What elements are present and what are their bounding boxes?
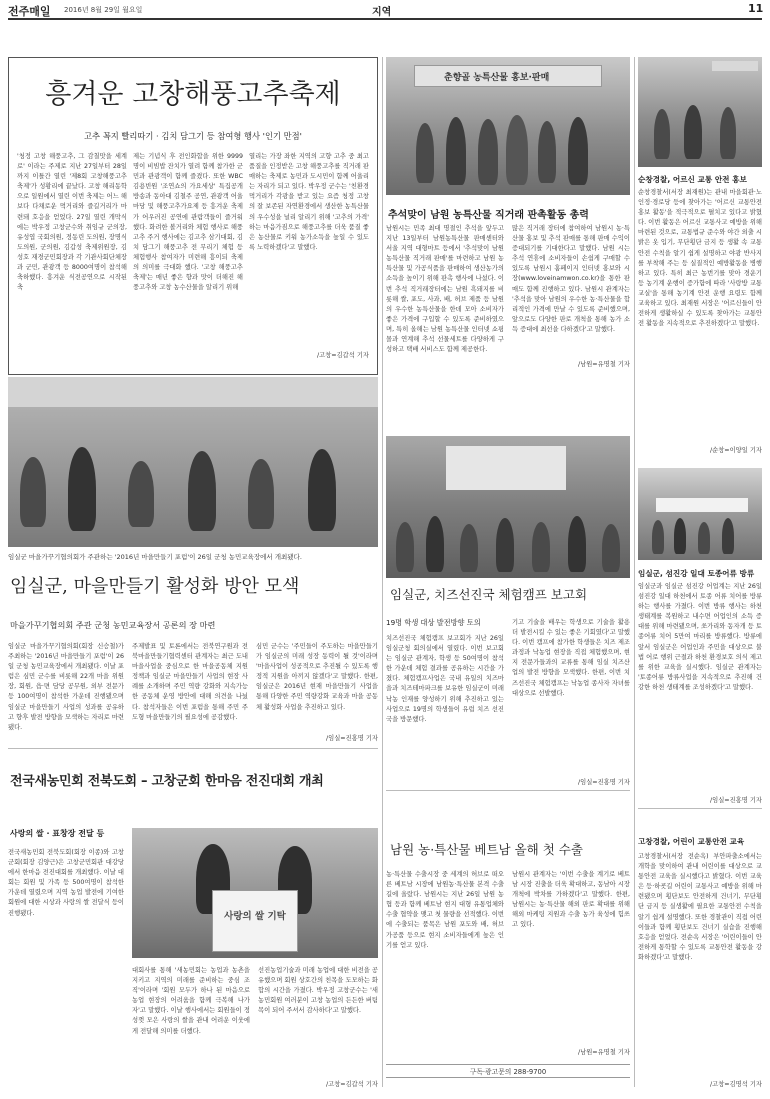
article-headline: 추석맞이 남원 농특산물 직거래 판촉활동 총력: [388, 210, 589, 221]
article-headline: 임실군, 마을만들기 활성화 방안 모색: [10, 576, 300, 597]
article-body-col1: 임실군 마을가꾸기협의회(회장 신승철)가 주최하는 '2016년 마을만들기 포럼'이 26일 군청 농민교육장에서 개최됐다. 이날 포럼은 심민 군수를 비롯해 22개 마을 위원장, 회원, 읍·면 담당 공무원, 외부 전문가 등 100여명이 참석한 가운데 진행됐으며 임실군 마을만들기 사업의 성과를 공유하고 향후 발전 방향을 모색하는 자리로 마련됐다.: [8, 643, 124, 731]
article-byline: /고창=김갑석 기자: [317, 352, 369, 359]
article-body-col3: 선진농업기술과 미래 농업에 대한 비전을 공유했으며 회원 상호간의 친목을 도모하는 화합의 시간을 가졌다. 박우정 고창군수는 '새농민회원 여러분이 고창 농업의 든든한 버팀목이 되어 주셔서 감사하다'고 말했다.: [258, 967, 378, 1015]
subscription-text: 구독·광고문의 288-9700: [469, 1068, 547, 1076]
masthead: 전주매일: [8, 5, 51, 18]
article-body-col3: 열리는 가장 좌한 지역의 고향 고추 중 최고 품질을 인정받은 고창 해풍고추를 직거래 판매하는 축제로 농민과 도시민이 함께 어울리는 자리가 되고 있다. 박우정 군수는 '친환경 먹거리가 각광을 받고 있는 요즘 청정 고창의 잘 보존된 자연환경에서 생산한 농특산물의 우수성을 널리 알리기 위해 '고추의 가격' 하는 마음가짐으로 해풍고추를 더욱 품질 좋은 농산물로 키워 농가소득을 높일 수 있도록 노력하겠다'고 말했다.: [249, 153, 369, 251]
page-number: 11: [748, 2, 764, 15]
photo-sunchang-police: [638, 57, 762, 167]
article-body-col2: 기고 기술을 배우는 학생으로 기술을 활용 더 발전시킬 수 있는 좋은 기회였다'고 말했다. 이번 캠프에 참가한 학생들은 치즈 제조 과정과 낙농업 현장을 직접 체험했으며, 현지 전문가들과의 교류를 통해 임실 치즈산업의 발전 방향을 모색했다. 한편, 이번 치즈선진국 체험캠프는 낙농업 종사자 자녀를 대상으로 선발했다.: [512, 619, 630, 697]
header-rule: [8, 18, 762, 20]
article-body-col3: 심민 군수는 '주민들이 주도하는 마을만들기가 임실군의 미래 성장 동력이 될 것'이라며 '마을사업이 성공적으로 추진될 수 있도록 행정적 지원을 아끼지 않겠다'고 말했다. 한편, 임실군은 2016년 현재 마을만들기 사업을 통해 다양한 주민 역량강화 교육과 마을 공동체 활성화 사업을 추진하고 있다.: [256, 643, 378, 711]
article-headline: 전국새농민회 전북도회 – 고창군회 한마음 전진대회 개최: [10, 774, 324, 789]
article-body-col2: 많은 직거래 장터에 참여하여 남원시 농·특산물 홍보 및 추석 판매를 통해 판매 수익이 증대되기를 기대한다고 말했다. 남원 시는 추석 연휴에 소비자들이 손쉽게 구매할 수 있도록 남원시 홈페이지 인터넷 홍보와 시장(www.loveinamwon.co.kr)을 통한 판매도 함께 진행하고 있다. 남원시 관계자는 '추석을 맞아 남원의 우수한 농·특산물을 합리적인 가격에 만날 수 있도록 준비했으며, 앞으로도 다양한 판로 개척을 통해 농가 소득 증대에 최선을 다하겠다'고 말했다.: [512, 225, 630, 333]
article-subhead: 19명 학생 대상 발전방향 토의: [386, 618, 481, 627]
banner-text: 춘향골 농특산물 홍보·판매: [444, 73, 550, 83]
article-headline: 남원 농·특산물 베트남 올해 첫 수출: [390, 842, 583, 857]
column-divider: [382, 57, 383, 1087]
photo-imsil-forum: [8, 377, 378, 547]
article-byline: /고창=김갑석 기자: [326, 1081, 378, 1088]
column-divider: [634, 57, 635, 1087]
sidebar-headline: 고창경찰, 어린이 교통안전 교육: [638, 837, 745, 846]
sidebar-body: 임실군과 임실군 섬진강 어업계는 지난 26일 섬진강 일대 하천에서 토종 어류 치어를 방류하는 행사를 가졌다. 이번 방류 행사는 하천 생태계를 복원하고 내수면 어업인의 소득 증대를 위해 마련됐으며, 쏘가리와 동자개 등 토종어류 치어 5만여 마리를 방류했다. 방류에 앞서 임실군은 어업인과 주민을 대상으로 불법 어로 행위 근절과 하천 환경보호 의식 제고를 위한 교육을 실시했다. 임실군 관계자는 '토종어류 방류사업을 지속적으로 추진해 건강한 하천 생태계를 조성하겠다'고 말했다.: [638, 583, 762, 691]
sidebar-byline: /고창=김명석 기자: [710, 1081, 762, 1088]
article-byline: /임실=진홍명 기자: [326, 735, 378, 742]
article-byline: /남원=유명철 기자: [578, 1049, 630, 1056]
article-body-col1: 전국새농민회 전북도회(회장 이종)와 고창군회(회장 김양근)은 고창군민회관 대강당에서 한마음 전진대회를 개최했다. 이날 대회는 회원 및 가족 등 500여명이 참석한 가운데 열렸으며 지역 농업 발전에 기여한 회원에 대한 시상과 사랑의 쌀 전달식 등이 진행됐다.: [8, 849, 124, 917]
photo-caption: 임실군 마을가꾸기협의회가 주관하는 '2016년 마을만들기 포럼'이 26일 군청 농민교육장에서 개최됐다.: [8, 553, 302, 561]
article-body-col2: 남원시 관계자는 '이번 수출을 계기로 베트남 시장 진출을 더욱 확대하고, 동남아 시장 개척에 박차를 가하겠다'고 말했다. 한편, 남원시는 농·특산물 해외 판로 확대를 위해 해외 마케팅 지원과 수출 농가 육성에 힘쓰고 있다.: [512, 871, 630, 929]
section-title: 지역: [372, 7, 392, 18]
article-headline: 흥겨운 고창해풍고추축제: [45, 79, 341, 110]
row-divider: [638, 808, 762, 809]
photo-rice-donation: [132, 828, 378, 958]
article-subhead: 사랑의 쌀 · 표창장 전달 등: [10, 829, 105, 838]
article-body-col1: 치즈선진국 체험캠프 보고회가 지난 26일 임실군청 회의실에서 열렸다. 이번 보고회는 임실군 관계자, 학생 등 50여명이 참석한 가운데 체험 결과를 공유하는 시간을 가졌다. 체험캠프사업은 국내 유일의 치즈마을과 치즈테마파크를 보유한 임실군이 미래 낙농 인재를 양성하기 위해 추진하고 있는 사업으로 19명의 학생들이 유럽 치즈 선진국을 방문했다.: [386, 635, 504, 723]
photo-cheese-camp: [386, 436, 630, 578]
photo-namwon-promotion: [386, 57, 630, 195]
article-body-col2: 제는 기념식 후 전인화합을 위한 9999명이 비빔밥 잔치가 열려 함께 참가한 군민과 관광객이 함께 즐겼다. 또한 WBC김용빈원 '조연쇼의 가요세상' 특집공개방송과 동아대 김철주 공연, 관광객 어울마당 및 해풍고추가요제 등 흥겨운 축제가 어우러진 공연에 관람객들이 즐거워했다. 화려한 볼거리와 체험 행사로 해풍고추 주거 행사에는 김고추 삼기대회, 김치 담그기 해풍고추 전 무리기 체험 등 체험행사 참여자가 미련해 흥이되 축제의 의미를 극대화 했다. '고창 해풍고추축제'는 매년 좋은 향과 맛이 더해진 해풍고추와 고창 농수산물을 알리기 위해: [133, 153, 243, 292]
sidebar-body: 순창경찰서(서장 최재원)는 관내 마을회관·노인정·경로당 등에 찾아가는 '어르신 교통안전 홍보 활동'을 적극적으로 펼치고 있다고 밝혔다. 이번 활동은 어르신 교통사고 예방을 위해 마련된 것으로, 교통법규 준수와 야간 외출 시 밝은 옷 입기, 무단횡단 금지 등 생활 속 교통안전 수칙을 알기 쉽게 설명하고 야광 반사지를 부착해 주는 등 실질적인 예방활동을 병행하고 있다. 특히 최근 농번기를 맞아 경운기 등 농기계 운행이 증가함에 따라 '사랑방 교통교실'을 통해 농기계 안전 운행 요령도 함께 교육하고 있다. 최재원 서장은 '어르신들이 안전하게 생활하실 수 있도록 찾아가는 교통안전 활동을 지속적으로 추진하겠다'고 말했다.: [638, 189, 762, 328]
rice-bag-label: 사랑의 쌀 기탁: [224, 911, 286, 922]
row-divider: [8, 748, 378, 749]
article-subhead: 고추 꼭지 빨리따기 · 김치 담그기 등 참여형 행사 '인기 만점': [84, 131, 302, 141]
row-divider: [386, 790, 630, 791]
article-subhead: 마을가꾸기협의회 주관 군청 농민교육장서 공론의 장 마련: [10, 620, 216, 630]
article-body-col2: 주제발표 및 토론에서는 전북연구원과 전북마을만들기협력센터 관계자는 최근 도내 마을사업을 중심으로 한 마을공동체 지원 정책과 임실군 마을만들기 사업의 현장 사례를 소개하며 주민 역량 강화와 지속가능한 공동체 운영 방안에 대해 의견을 나눴다. 참석자들은 이번 포럼을 통해 주민 주도형 마을만들기의 필요성에 공감했다.: [132, 643, 248, 721]
article-byline: /임실=진홍명 기자: [578, 779, 630, 786]
sidebar-byline: /순창=이양일 기자: [710, 447, 762, 454]
sidebar-body: 고창경찰서(서장 전순옥) 부안파출소에서는 개학을 맞이하여 관내 어린이를 대상으로 교통안전 교육을 실시했다고 밝혔다. 이번 교육은 등·하굣길 어린이 교통사고 예방을 위해 마련됐으며 횡단보도 안전하게 건너기, 무단횡단 금지 등 실생활에 필요한 교통안전 수칙을 알기 쉽게 설명했다. 또한 경찰관이 직접 어린이들과 함께 횡단보도 건너기 실습을 진행해 호응을 얻었다. 전순옥 서장은 '어린이들이 안전하게 통학할 수 있도록 교통안전 활동을 강화하겠다'고 말했다.: [638, 853, 762, 961]
photo-caption-title: 임실군, 섬진강 일대 토종어류 방류: [638, 569, 755, 578]
sidebar-byline: /임실=진홍명 기자: [710, 797, 762, 804]
photo-caption-title: 순창경찰, 어르신 교통 안전 홍보: [638, 175, 747, 184]
photo-fish-release: [638, 468, 762, 560]
article-body-col1: '청정 고창 해풍고추, 그 감칠맛을 세계로' 이라는 주제로 지난 27일부터 28일까지 이틀간 열린 '제8회 고창해풍고추축제'가 성황리에 끝났다. 고창 해리동학으로 일원에서 열린 이번 축제는 어느 해보다 다채로운 먹거리와 즐길거리가 마련돼 호응을 얻었다. 27일 열린 개막식에는 박우정 고창군수와 취임규 군의장, 유성엽 국회의원, 정동린 도의원, 장명식 도의원, 군의원, 김갑성 축제위원장, 김성호 재경군민회장과 각 기관사회단체장과 군민, 관광객 등 8000여명이 참석해 축하했다. 흥겨운 식전공연으로 시작된 축: [17, 153, 127, 292]
article-headline: 임실군, 치즈선진국 체험캠프 보고회: [390, 587, 588, 602]
article-body-col1: 농·특산물 수출시장 중 세계의 허브로 떠오른 베트남 시장에 남원농·특산물 본격 수출길에 올랐다. 남원시는 지난 26일 남원 농협 등과 함께 베트남 현지 대형 유통업체와 수출 협약을 맺고 첫 물량을 선적했다. 이번에 수출되는 품목은 남원 포도와 배, 허브 가공품 등으로 현지 소비자들에게 높은 인기를 얻고 있다.: [386, 871, 504, 949]
article-body-col1: 남원시는 민족 최대 명절인 추석을 앞두고 지난 13일부터 남원농특산물 판매센터와 서울 지역 대형마트 등에서 '추석맞이 남원 농특산물 직거래 판매'를 마련하고 남원 농특산물 및 가공식품을 판매하여 생산농가의 소득을 높이기 위해 판촉 행사에 나섰다. 이번 추석 직거래장터에는 남원 흑돼지를 비롯해 쌀, 포도, 사과, 배, 허브 제품 등 남원의 우수한 농특산물을 한데 모아 소비자가 좋은 가격에 구입할 수 있도록 준비하였으며, 특히 올해는 남원 농특산물 인터넷 쇼핑몰과 연계해 추석 선물세트를 다양하게 구성하고 택배 서비스도 함께 제공한다.: [386, 225, 504, 354]
issue-date: 2016년 8월 29일 월요일: [64, 6, 143, 14]
article-body-col2: 대회사를 통해 '새농민회는 농업과 농촌을 지키고 지역의 미래를 준비하는 중심 조직'이라며 '회원 모두가 하나 된 마음으로 농업 현장의 어려움을 함께 극복해 나가자'고 말했다. 이날 행사에서는 회원들이 정성껏 모은 사랑의 쌀을 관내 어려운 이웃에게 전달해 의미를 더했다.: [132, 967, 250, 1035]
article-gochang-festival: [8, 57, 378, 375]
article-byline: /남원=유명철 기자: [578, 361, 630, 368]
